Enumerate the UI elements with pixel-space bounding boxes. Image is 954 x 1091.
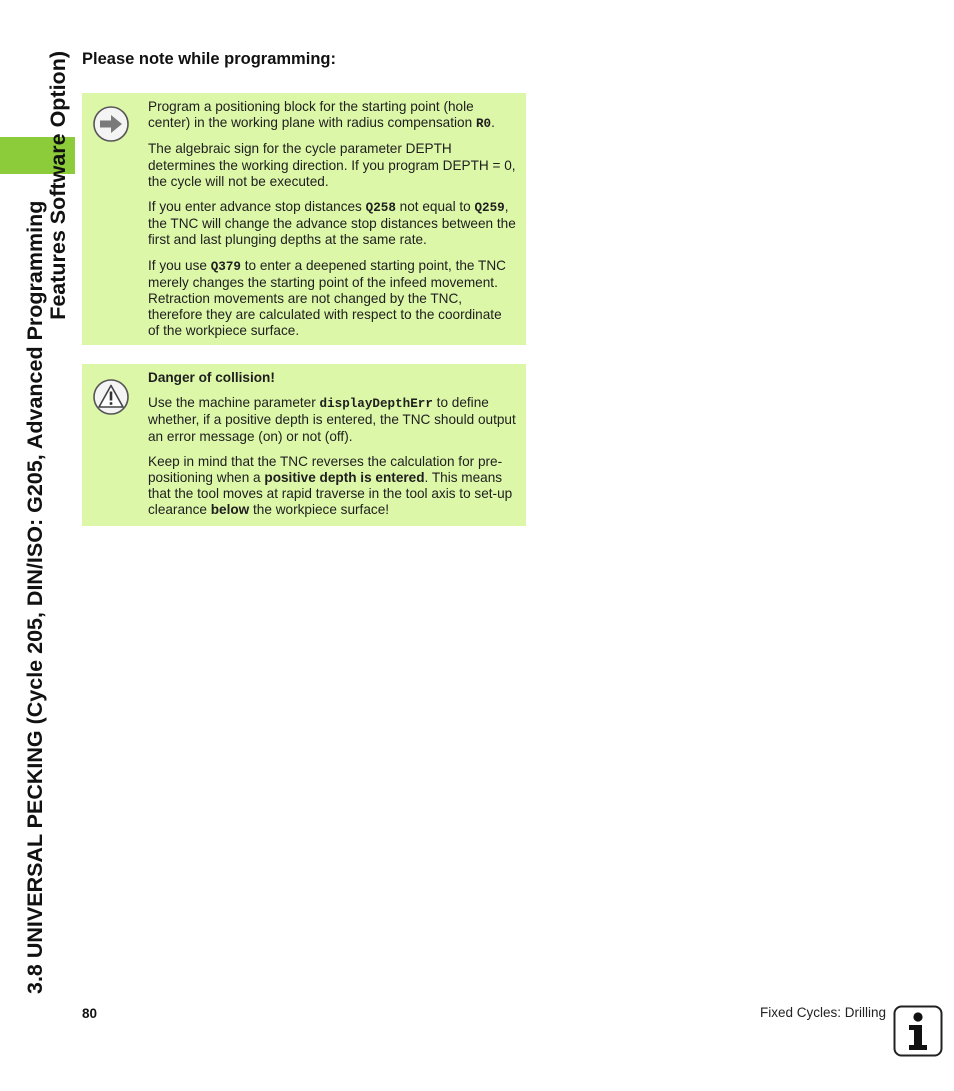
warning-paragraph-1: Use the machine parameter displayDepthErr to define whether, if a positive depth is entered, the TNC should output an error message (on) or not (off). xyxy=(148,395,516,444)
code-display-depth-err: displayDepthErr xyxy=(319,397,433,412)
warning-box xyxy=(82,364,526,526)
arrow-right-icon xyxy=(92,105,130,143)
note-paragraph-3: If you enter advance stop distances Q258 not equal to Q259, the TNC will change the advance stop distances between the first and last plunging depths at the same rate. xyxy=(148,199,516,248)
code-q379: Q379 xyxy=(210,259,241,274)
footer-chapter-title: Fixed Cycles: Drilling xyxy=(759,1005,886,1020)
warning-title: Danger of collision! xyxy=(148,370,275,385)
side-title-line2: Features Software Option) xyxy=(46,51,70,320)
section-heading: Please note while programming: xyxy=(82,50,336,68)
note-paragraph-2: The algebraic sign for the cycle parameter DEPTH determines the working direction. If you program DEPTH = 0, the cycle will not be executed. xyxy=(148,141,516,189)
page-number: 80 xyxy=(82,1006,98,1021)
warning-triangle-icon xyxy=(92,378,130,416)
side-title-line1: 3.8 UNIVERSAL PECKING (Cycle 205, DIN/ISO: G205, Advanced Programming xyxy=(23,200,47,994)
note-paragraph-4: If you use Q379 to enter a deepened starting point, the TNC merely changes the starting point of the infeed movement. Retraction movements are not changed by the TNC, therefore they are calculated with respect to the coordinate of the workpiece surface. xyxy=(148,257,506,339)
code-q259: Q259 xyxy=(474,201,505,216)
info-icon xyxy=(893,1005,943,1057)
code-r0: R0 xyxy=(475,117,492,132)
warning-paragraph-2: Keep in mind that the TNC reverses the calculation for pre-positioning when a positive depth is entered. This means that the tool moves at rapid traverse in the tool axis to set-up clearance below the workpiece surface! xyxy=(148,453,513,518)
note-paragraph-1: Program a positioning block for the starting point (hole center) in the working plane with radius compensation R0. xyxy=(148,99,495,132)
code-q258: Q258 xyxy=(365,201,396,216)
note-box xyxy=(82,93,526,345)
chapter-side-title xyxy=(24,49,70,994)
